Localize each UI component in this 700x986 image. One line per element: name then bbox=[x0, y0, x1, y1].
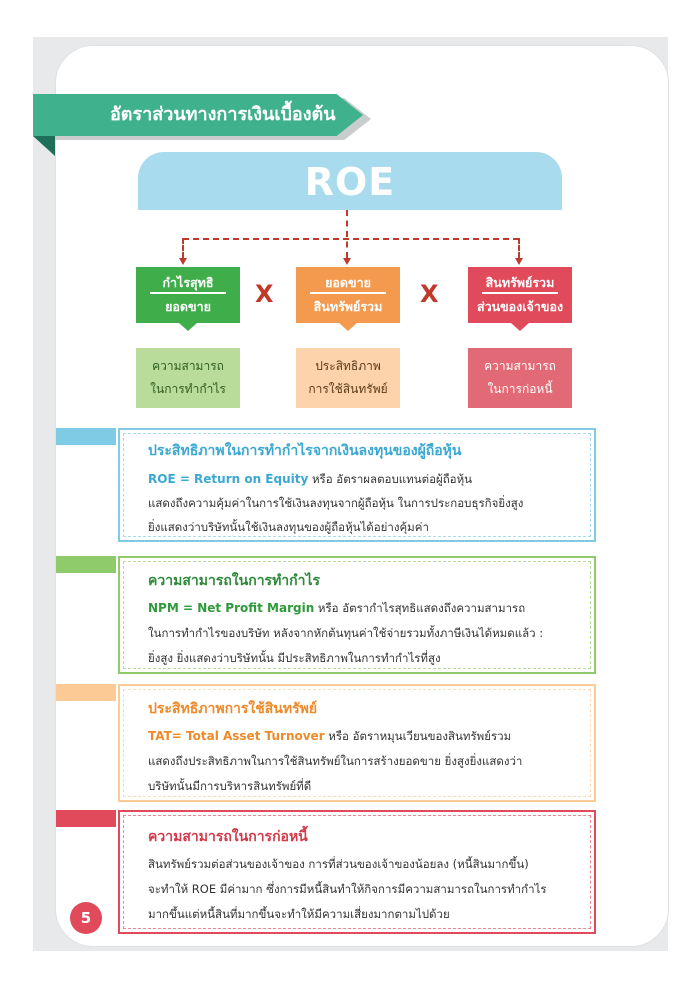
section-title: ความสามารถในการทำกำไร bbox=[148, 573, 321, 589]
page-title: อัตราส่วนทางการเงินเบื้องต้น bbox=[110, 104, 336, 125]
section-line: บริษัทนั้นมีการบริหารสินทรัพย์ที่ดี bbox=[148, 779, 312, 793]
fraction-bar bbox=[310, 292, 386, 294]
fraction-bar bbox=[150, 292, 226, 294]
meaning-line: ประสิทธิภาพ bbox=[315, 359, 381, 373]
arrow-center bbox=[343, 258, 351, 265]
section-text: หรือ อัตราผลตอบแทนต่อผู้ถือหุ้น bbox=[308, 472, 473, 486]
section-tat bbox=[118, 684, 596, 802]
section-line bbox=[148, 600, 525, 618]
section-line: ในการทำกำไรของบริษัท หลังจากหักต้นทุนค่าใช้จ่ายรวมทั้งภาษีเงินได้หมดแล้ว : bbox=[148, 626, 544, 640]
section-text: หรือ อัตราหมุนเวียนของสินทรัพย์รวม bbox=[324, 729, 512, 743]
section-leverage bbox=[118, 810, 596, 934]
connector-right-drop bbox=[518, 238, 520, 258]
factor-pointer bbox=[511, 323, 529, 331]
multiply-sign: X bbox=[255, 280, 274, 308]
section-npm bbox=[118, 556, 596, 674]
factor-pointer bbox=[179, 323, 197, 331]
section-title: ความสามารถในการก่อหนี้ bbox=[148, 829, 308, 845]
connector-center-drop bbox=[346, 210, 348, 258]
meaning-line: ในการทำกำไร bbox=[150, 382, 226, 396]
meaning-box-leverage bbox=[468, 348, 572, 408]
section-line bbox=[148, 471, 472, 489]
connector-horizontal bbox=[183, 238, 519, 240]
section-tab bbox=[56, 428, 116, 445]
page-number-badge: 5 bbox=[70, 902, 102, 934]
meaning-line: ความสามารถ bbox=[484, 359, 556, 373]
section-keyword: TAT= Total Asset Turnover bbox=[148, 729, 325, 743]
factor-denominator: สินทรัพย์รวม bbox=[313, 299, 383, 314]
section-tab bbox=[56, 556, 116, 573]
section-tab bbox=[56, 684, 116, 701]
section-keyword: ROE = Return on Equity bbox=[148, 472, 309, 486]
meaning-line: ความสามารถ bbox=[152, 359, 224, 373]
fraction-bar bbox=[482, 292, 558, 294]
section-line: ยิ่งสูง ยิ่งแสดงว่าบริษัทนั้น มีประสิทธิภาพในการทำกำไรที่สูง bbox=[148, 651, 441, 665]
factor-denominator: ยอดขาย bbox=[165, 299, 211, 314]
section-line: จะทำให้ ROE มีค่ามาก ซึ่งการมีหนี้สินทำให้กิจการมีความสามารถในการทำกำไร bbox=[148, 882, 547, 896]
section-line: แสดงถึงความคุ้มค่าในการใช้เงินลงทุนจากผู้ถือหุ้น ในการประกอบธุรกิจยิ่งสูง bbox=[148, 496, 524, 510]
arrow-left bbox=[179, 258, 187, 265]
meaning-box-profitability bbox=[136, 348, 240, 408]
section-line: ยิ่งแสดงว่าบริษัทนั้นใช้เงินลงทุนของผู้ถือหุ้นได้อย่างคุ้มค่า bbox=[148, 520, 429, 534]
section-line: มากขึ้นแต่หนี้สินที่มากขึ้นจะทำให้มีความเสี่ยงมากตามไปด้วย bbox=[148, 907, 450, 921]
meaning-line: การใช้สินทรัพย์ bbox=[308, 382, 388, 396]
connector-left-drop bbox=[182, 238, 184, 258]
section-line bbox=[148, 728, 511, 746]
arrow-right bbox=[515, 258, 523, 265]
factor-asset-turnover bbox=[296, 267, 400, 323]
factor-numerator: ยอดขาย bbox=[325, 275, 371, 290]
section-title: ประสิทธิภาพในการทำกำไรจากเงินลงทุนของผู้ถือหุ้น bbox=[148, 443, 462, 459]
meaning-line: ในการก่อหนี้ bbox=[487, 382, 553, 396]
factor-denominator: ส่วนของเจ้าของ bbox=[476, 299, 564, 314]
section-line: แสดงถึงประสิทธิภาพในการใช้สินทรัพย์ในการสร้างยอดขาย ยิ่งสูงยิ่งแสดงว่า bbox=[148, 754, 523, 768]
section-line: สินทรัพย์รวมต่อส่วนของเจ้าของ การที่ส่วนของเจ้าของน้อยลง (หนี้สินมากขึ้น) bbox=[148, 857, 529, 871]
section-text: หรือ อัตรากำไรสุทธิแสดงถึงความสามารถ bbox=[314, 601, 526, 615]
multiply-sign: X bbox=[420, 280, 439, 308]
section-roe bbox=[118, 428, 596, 542]
section-title: ประสิทธิภาพการใช้สินทรัพย์ bbox=[148, 701, 318, 717]
section-tab bbox=[56, 810, 116, 827]
factor-numerator: กำไรสุทธิ bbox=[162, 275, 214, 290]
meaning-box-efficiency bbox=[296, 348, 400, 408]
factor-numerator: สินทรัพย์รวม bbox=[485, 275, 555, 290]
section-keyword: NPM = Net Profit Margin bbox=[148, 601, 315, 615]
factor-profit-margin bbox=[136, 267, 240, 323]
roe-label: ROE bbox=[304, 160, 396, 204]
factor-equity-multiplier bbox=[468, 267, 572, 323]
factor-pointer bbox=[339, 323, 357, 331]
